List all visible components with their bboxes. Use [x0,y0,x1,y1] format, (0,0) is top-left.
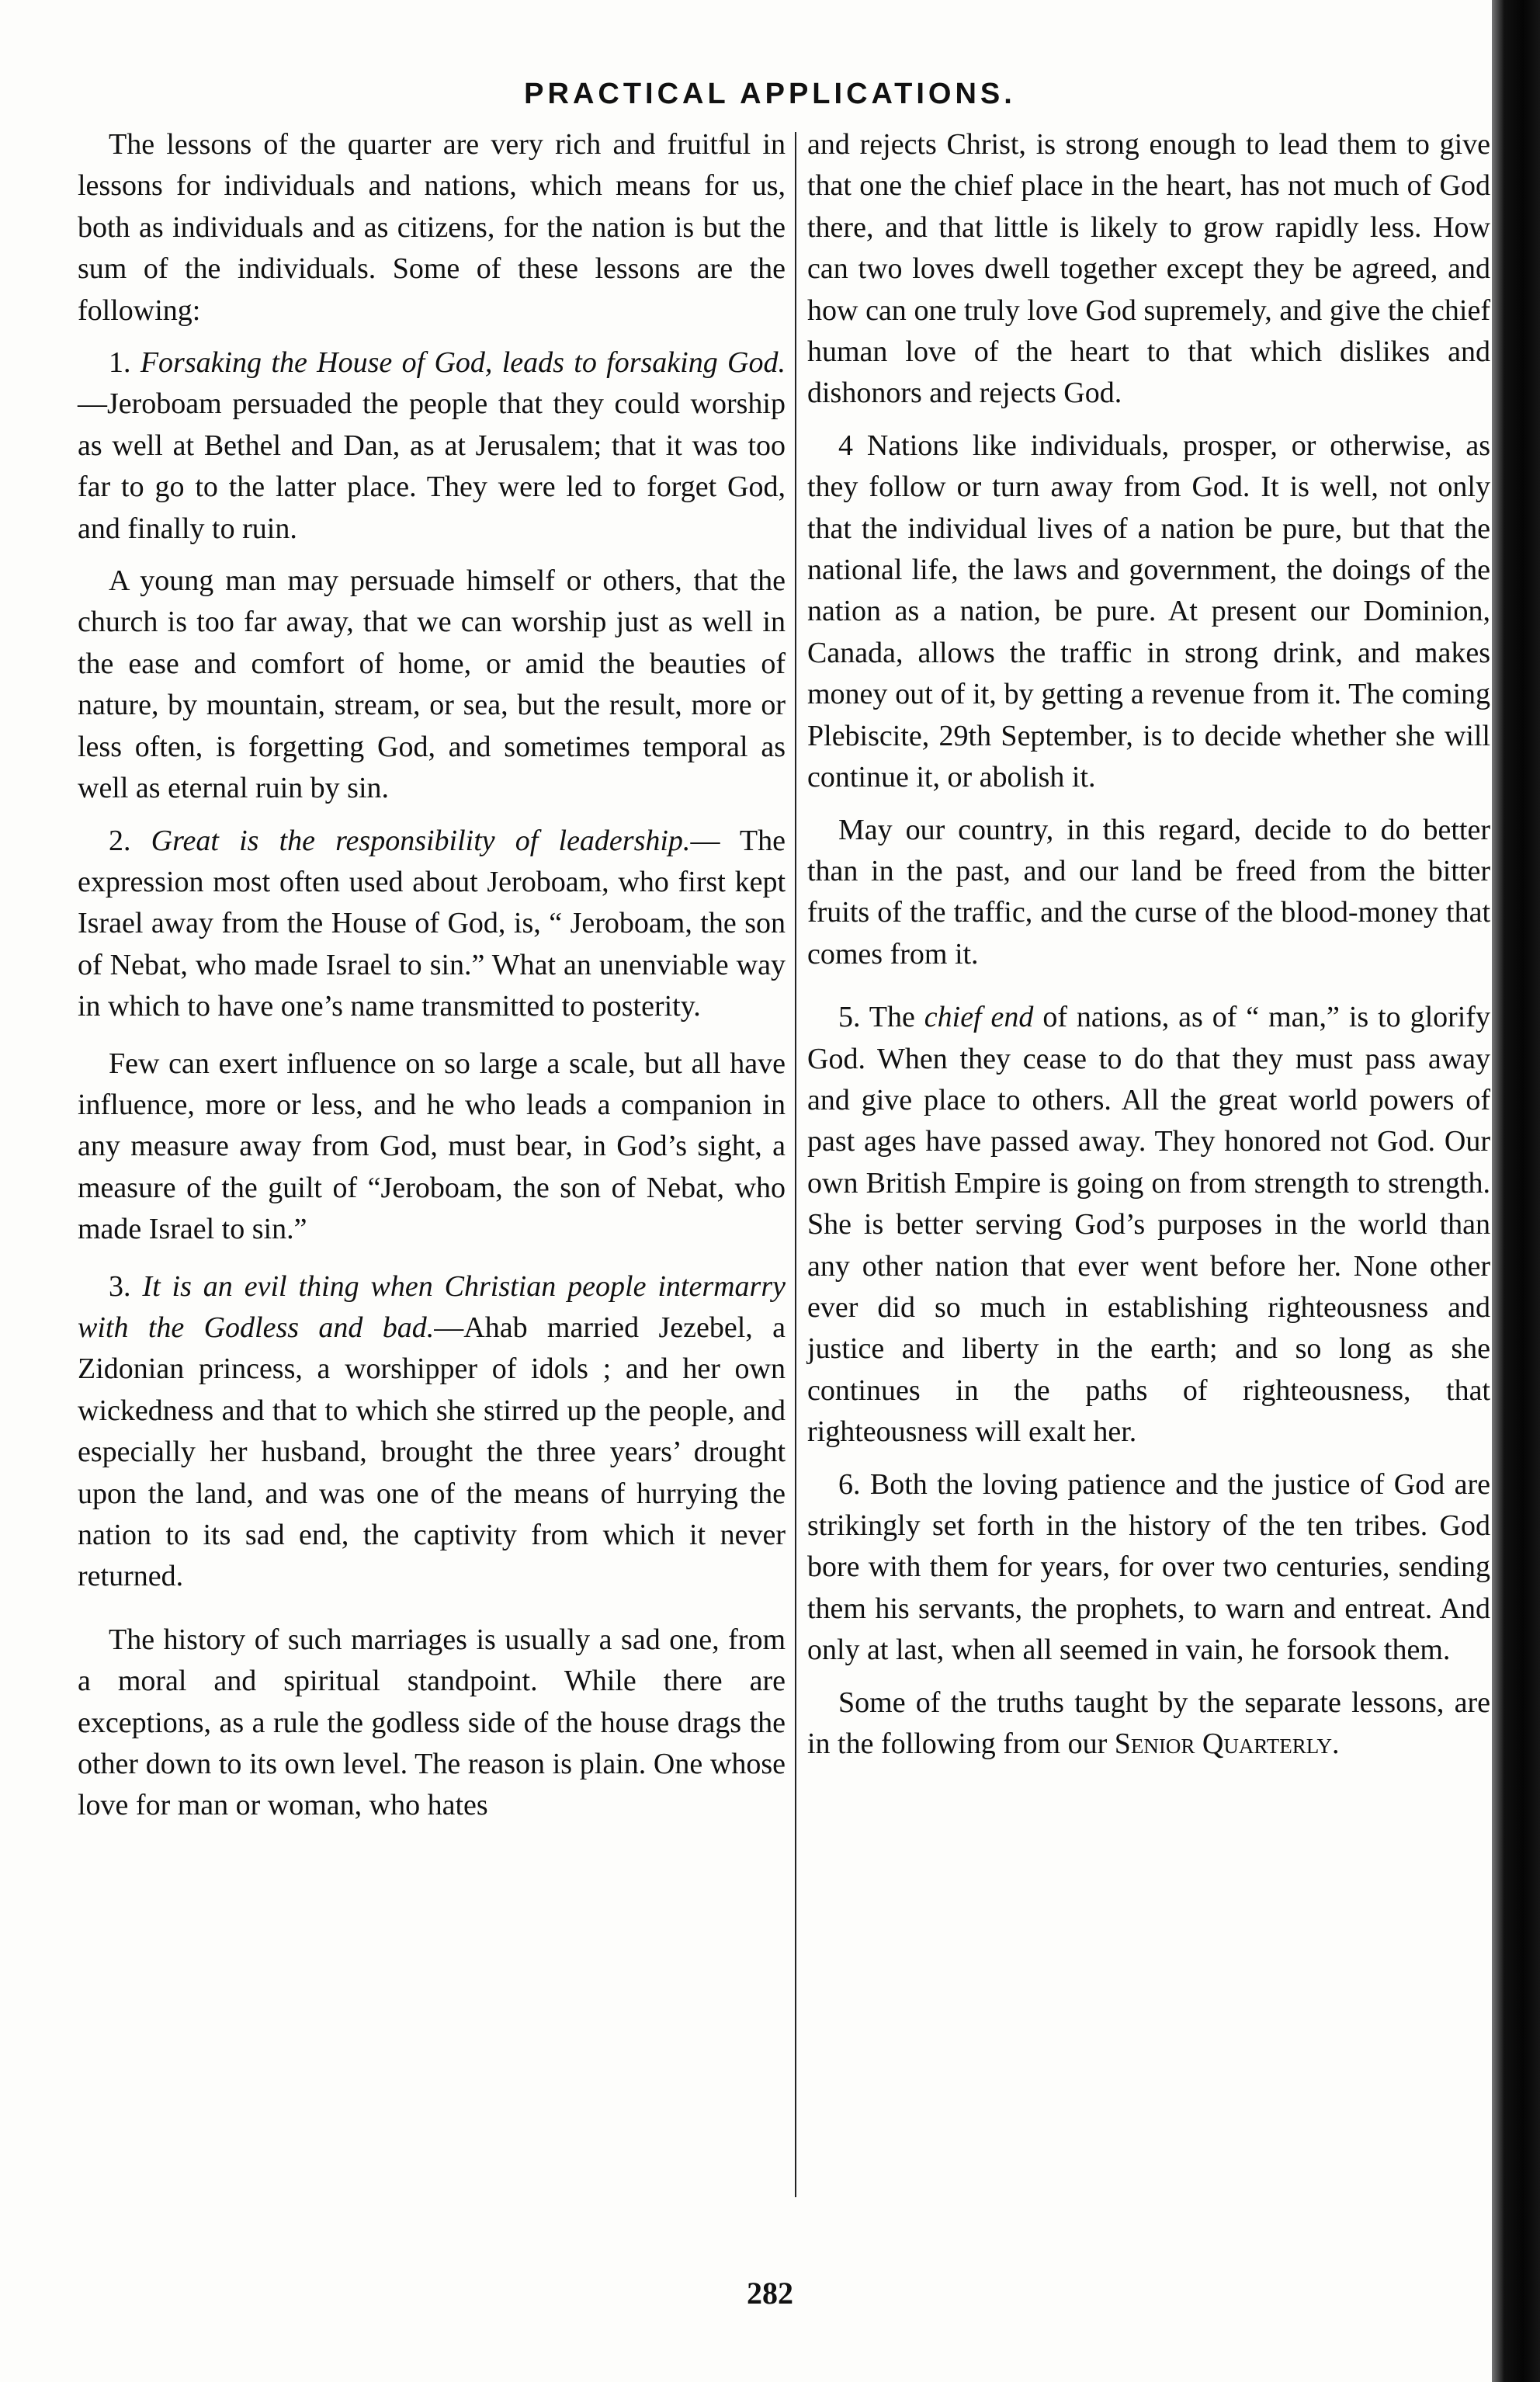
left-column [78,124,786,1827]
paragraph-point-6: 6. Both the loving patience and the justice of God are strikingly set forth in the history of the ten tribes. God bore with them for years, for over two centuries, sending them his servants, the prophets, to warn and entreat. And only at last, when all seemed in vain, he forsook them. [807,1467,1490,1667]
page-title: PRACTICAL APPLICATIONS. [524,78,1016,110]
scan-edge-shadow [1492,0,1540,2382]
point-heading: Great is the responsibility of leadership. [151,824,691,857]
point-body: —Jeroboam persuaded the people that they could worship as well at Bethel and Dan, as at Jerusalem; that it was too far to go to the latter place. They were led to forget God, and finally to ruin. [78,387,786,545]
paragraph-point-3 [78,1266,786,1598]
paragraph-point-5: 5. The chief end of nations, as of “ man,” is to glorify God. When they cease to do that they must pass away and give place to others. All the great world powers of past ages have passed away. They honored not God. Our own British Empire is going on from strength to strength. She is better serving God’s purposes in the world than any other nation that ever went before her. None other ever did so much in establishing righteousness and justice and liberty in the earth; and so long as she continues in the paths of righteousness, that righteousness will exalt her. [807,1001,1491,1449]
paragraph-marriages: The history of such marriages is usually a sad one, from a moral and spiritual standpoint. While there are exceptions, as a rule the godless side of the house drags the other down to its own level. The reason is plain. One whose love for man or woman, who hates [78,1623,786,1822]
point-body: — The expression most often used about Jeroboam, who first kept Israel away from the House of God, is, “ Jeroboam, the son of Nebat, who made Israel to sin.” What an unenviable way in which to have one’s name transmitted to posterity. [78,824,786,1023]
paragraph-point-4: 4 Nations like individuals, prosper, or otherwise, as they follow or turn away from God. It is well, not only that the individual lives of a nation be pure, but that the national life, the laws and government, the doings of the nation as a nation, be pure. At present our Dominion, Canada, allows the traffic in strong drink, and makes money out of it, by getting a revenue from it. The coming Plebiscite, 29th September, is to decide whether she will continue it, or abolish it. [807,429,1490,794]
paragraph-continuation: and rejects Christ, is strong enough to lead them to give that one the chief place in the heart, has not much of God there, and that little is likely to grow rapidly less. How can two loves dwell together except they be agreed, and how can one truly love God supremely, and give the chief human love of the heart to that which dislikes and dishonors and rejects God. [807,128,1490,410]
paragraph-young-man: A young man may persuade himself or others, that the church is too far away, that we can worship just as well in the ease and comfort of home, or amid the beauties of nature, by mountain, stream, or sea, but the result, more or less often, is forgetting God, and sometimes temporal as well as eternal ruin by sin. [78,564,786,805]
point-number: 1. [109,346,131,380]
paragraph-closing: Some of the truths taught by the separate lessons, are in the following from our Senior Quarterly. [807,1686,1490,1761]
point-body: —Ahab married Jezebel, a Zidonian princess, a worshipper of idols ; and her own wickedness and that to which she stirred up the people, and especially her husband, brought the three years’ drought upon the land, and was one of the means of hurrying the nation to its sad end, the captivity from which it never returned. [78,1311,786,1593]
paragraph-influence: Few can exert influence on so large a scale, but all have influence, more or less, and he who leads a companion in any measure away from God, must bear, in God’s sight, a measure of the guilt of “Jeroboam, the son of Nebat, who made Israel to sin.” [78,1047,786,1246]
emphasis-chief-end: chief end [924,1001,1034,1034]
paragraph-intro: The lessons of the quarter are very rich and fruitful in lessons for individuals and nations, which means for us, both as individuals and as citizens, for the nation is but the sum of the individuals. Some of these lessons are the following: [78,128,786,327]
point-number: 3. [109,1269,131,1303]
point-heading: It is an evil thing when Christian people intermarry with the Godless and bad. [78,1269,786,1344]
paragraph-point-1 [78,342,786,550]
point-heading: Forsaking the House of God, leads to forsaking God. [140,346,786,380]
senior-quarterly-ref: Senior Quarterly. [1114,1727,1340,1761]
point-number: 2. [109,824,131,857]
column-divider [795,132,796,2197]
paragraph-point-2 [78,821,786,1028]
page-number: 282 [747,2276,793,2311]
right-column [807,124,1490,1765]
paragraph-our-country: May our country, in this regard, decide to do better than in the past, and our land be freed from the bitter fruits of the traffic, and the curse of the blood-money that comes from it. [807,813,1490,971]
